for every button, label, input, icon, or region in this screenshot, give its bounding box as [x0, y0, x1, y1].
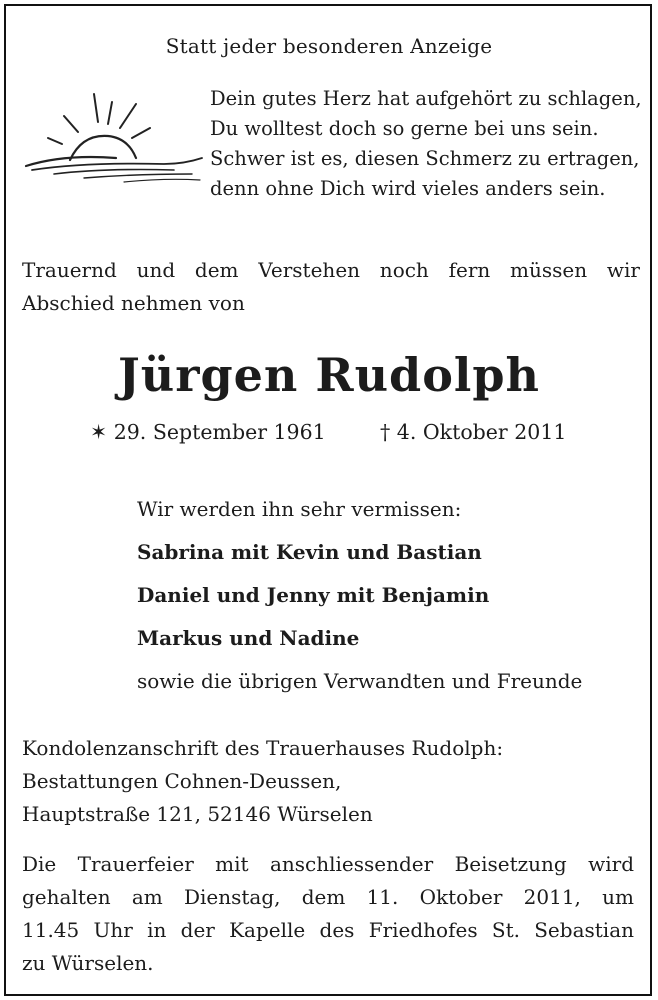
- service-line: Die Trauerfeier mit anschliessender Beisetzung wird: [22, 852, 634, 876]
- death-date: [380, 420, 566, 444]
- mourner-line: Markus und Nadine: [137, 626, 360, 650]
- birth-date: [90, 420, 326, 444]
- family-block: [137, 494, 637, 709]
- poem-line: denn ohne Dich wird vieles anders sein.: [210, 177, 606, 200]
- service-line: zu Würselen.: [22, 951, 154, 975]
- intro-text: [22, 254, 640, 320]
- mourner-line: Sabrina mit Kevin und Bastian: [137, 540, 482, 564]
- birth-star-icon: ✶: [90, 420, 108, 444]
- family-intro: Wir werden ihn sehr vermissen:: [137, 497, 462, 521]
- service-info: [22, 848, 634, 980]
- poem-line: Du wolltest doch so gerne bei uns sein.: [210, 117, 599, 140]
- address-line: Kondolenzanschrift des Trauerhauses Rudolph:: [22, 736, 504, 760]
- service-line: 11.45 Uhr in der Kapelle des Friedhofes St. Sebastian: [22, 918, 634, 942]
- mourner-line: Daniel und Jenny mit Benjamin: [137, 583, 490, 607]
- intro-line: Trauernd und dem Verstehen noch fern müssen wir: [22, 258, 640, 282]
- service-line: gehalten am Dienstag, dem 11. Oktober 2011, um: [22, 885, 634, 909]
- address-line: Bestattungen Cohnen-Deussen,: [22, 769, 342, 793]
- address-line: Hauptstraße 121, 52146 Würselen: [22, 802, 373, 826]
- poem-line: Dein gutes Herz hat aufgehört zu schlagen,: [210, 87, 642, 110]
- deceased-name: Jürgen Rudolph: [118, 348, 540, 402]
- header-text: Statt jeder besonderen Anzeige: [165, 34, 493, 58]
- family-closing: sowie die übrigen Verwandten und Freunde: [137, 669, 583, 693]
- poem-line: Schwer ist es, diesen Schmerz zu ertragen,: [210, 147, 640, 170]
- death-cross-icon: †: [380, 420, 391, 444]
- birth-date-text: 29. September 1961: [113, 420, 326, 444]
- death-date-text: 4. Oktober 2011: [396, 420, 567, 444]
- sunset-icon: [24, 88, 206, 184]
- condolence-address: [22, 732, 642, 831]
- intro-line: Abschied nehmen von: [22, 291, 245, 315]
- poem: [210, 84, 640, 204]
